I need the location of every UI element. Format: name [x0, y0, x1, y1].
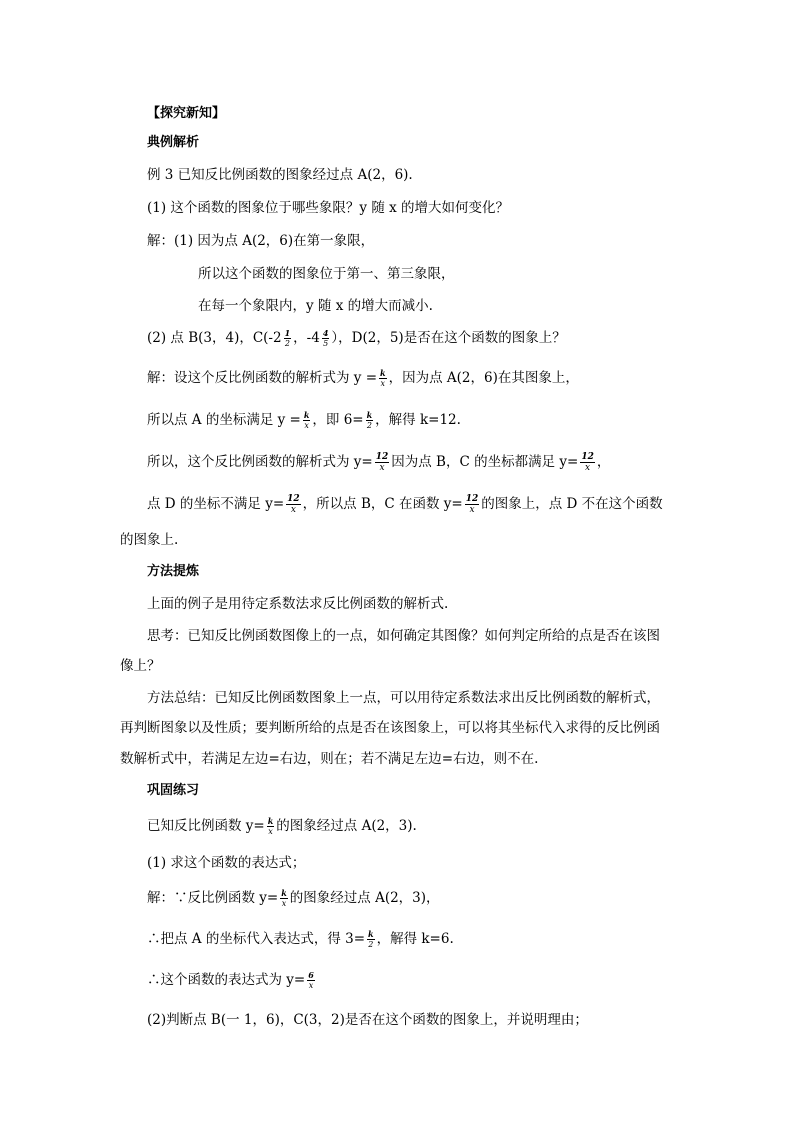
section-heading: 【探究新知】: [147, 106, 226, 121]
fraction-k-over-2: [367, 930, 375, 949]
frac-num: k: [281, 888, 287, 898]
frac-den: 2: [284, 339, 290, 348]
frac-num: 6: [308, 970, 314, 980]
frac-den: x: [585, 463, 591, 473]
frac-den: x: [379, 463, 385, 473]
subheading-method: 方法提炼: [147, 564, 200, 579]
fraction-12-over-x: [375, 452, 390, 473]
fraction-k-over-x: [280, 889, 288, 908]
p1-post: 的图象经过点 A(2，3).: [276, 818, 417, 834]
answer-1-line-1: 解：(1) 因为点 A(2，6)在第一象限，: [147, 233, 375, 249]
answer-1-line-3: 在每一个象限内，y 随 x 的增大而减小.: [198, 298, 433, 314]
practice-line-6: (2)判断点 B(一 1，6)，C(3，2)是否在这个函数的图象上，并说明理由；: [147, 1012, 588, 1028]
p4-post: ，解得 k=6.: [376, 931, 454, 947]
fraction-one-half: [284, 329, 292, 348]
fraction-k-over-2: [366, 411, 374, 430]
p3-post: 的图象经过点 A(2，3)，: [289, 890, 440, 906]
frac-num: k: [368, 929, 374, 939]
q2-text-pre: (2) 点 B(3，4)，C(-2: [147, 330, 282, 346]
frac-num: 4: [322, 328, 329, 338]
answer-2-line-2: [147, 410, 461, 430]
frac-den: 2: [366, 421, 372, 430]
frac-den: x: [290, 505, 296, 515]
fraction-12-over-x: [286, 494, 301, 515]
fraction-k-over-x: [267, 817, 275, 836]
frac-den: x: [308, 981, 314, 990]
p1-pre: 已知反比例函数 y=: [147, 818, 265, 834]
fraction-12-over-x: [580, 452, 595, 473]
a2-4-post: 的图象上，点 D 不在这个函数: [481, 496, 663, 512]
method-line-3: 像上？: [120, 658, 161, 674]
a2-2-post: ，解得 k=12.: [375, 412, 461, 428]
frac-den: 2: [368, 940, 374, 949]
subheading-examples: 典例解析: [147, 135, 200, 150]
frac-num: k: [380, 368, 386, 378]
method-line-1: 上面的例子是用待定系数法求反比例函数的解析式.: [147, 596, 449, 612]
fraction-k-over-x: [379, 369, 387, 388]
question-2: [147, 328, 566, 348]
frac-num: k: [267, 816, 274, 826]
a2-1-post: ，因为点 A(2，6)在其图象上，: [388, 370, 579, 386]
a2-3-mid: 因为点 B，C 的坐标都满足 y=: [391, 454, 579, 470]
frac-den: 5: [323, 339, 329, 348]
a2-4-mid: ，所以点 B，C 在函数 y=: [302, 496, 463, 512]
fraction-four-fifths: [322, 329, 330, 348]
frac-num: 12: [465, 494, 479, 504]
frac-den: x: [281, 899, 287, 908]
practice-line-1: [147, 816, 417, 836]
p4-pre: ∴把点 A 的坐标代入表达式，得 3=: [147, 931, 366, 947]
frac-den: x: [380, 379, 386, 388]
answer-1-line-2: 所以这个函数的图象位于第一、第三象限，: [198, 266, 455, 282]
method-line-6: 数解析式中，若满足左边=右边，则在；若不满足左边=右边，则不在.: [120, 751, 539, 767]
answer-2-line-5: 的图象上.: [120, 532, 179, 548]
p3-pre: 解：∵反比例函数 y=: [147, 890, 279, 906]
fraction-6-over-x: [307, 971, 315, 990]
frac-den: x: [469, 505, 475, 515]
example-3-statement: 例 3 已知反比例函数的图象经过点 A(2，6).: [147, 167, 413, 183]
practice-line-2: (1) 求这个函数的表达式；: [147, 855, 306, 871]
frac-num: 12: [375, 452, 389, 462]
method-line-4: 方法总结：已知反比例函数图象上一点，可以用待定系数法求出反比例函数的解析式，: [147, 690, 660, 706]
a2-2-mid: ，即 6=: [312, 412, 364, 428]
method-line-5: 再判断图象以及性质；要判断所给的点是否在该图象上，可以将其坐标代入求得的反比例函: [120, 720, 660, 736]
practice-line-4: [147, 929, 454, 949]
question-1: (1) 这个函数的图象位于哪些象限？y 随 x 的增大如何变化？: [147, 200, 510, 216]
frac-den: x: [304, 421, 309, 430]
q2-text-post: ），D(2，5)是否在这个函数的图象上？: [331, 330, 566, 346]
answer-2-line-3: [147, 452, 610, 473]
frac-den: x: [268, 827, 273, 836]
answer-2-line-4: [147, 494, 663, 515]
a2-3-pre: 所以，这个反比例函数的解析式为 y=: [147, 454, 373, 470]
answer-2-line-1: [147, 368, 579, 388]
a2-2-pre: 所以点 A 的坐标满足 y =: [147, 412, 301, 428]
fraction-k-over-x: [303, 411, 311, 430]
frac-num: 12: [287, 494, 300, 504]
p5-pre: ∴这个函数的表达式为 y=: [147, 972, 306, 988]
q2-text-mid: ，-4: [293, 330, 320, 346]
frac-num: 1: [284, 328, 291, 338]
practice-line-3: [147, 888, 440, 908]
subheading-practice: 巩固练习: [147, 783, 200, 798]
a2-4-pre: 点 D 的坐标不满足 y=: [147, 496, 285, 512]
practice-line-5: [147, 970, 317, 990]
frac-num: k: [303, 410, 310, 420]
a2-1-pre: 解：设这个反比例函数的解析式为 y =: [147, 370, 378, 386]
a2-3-post: ，: [596, 454, 611, 470]
frac-num: 12: [581, 452, 594, 462]
frac-num: k: [366, 410, 373, 420]
method-line-2: 思考：已知反比例函数图像上的一点，如何确定其图像？如何判定所给的点是否在该图: [147, 628, 660, 644]
fraction-12-over-x: [465, 494, 480, 515]
